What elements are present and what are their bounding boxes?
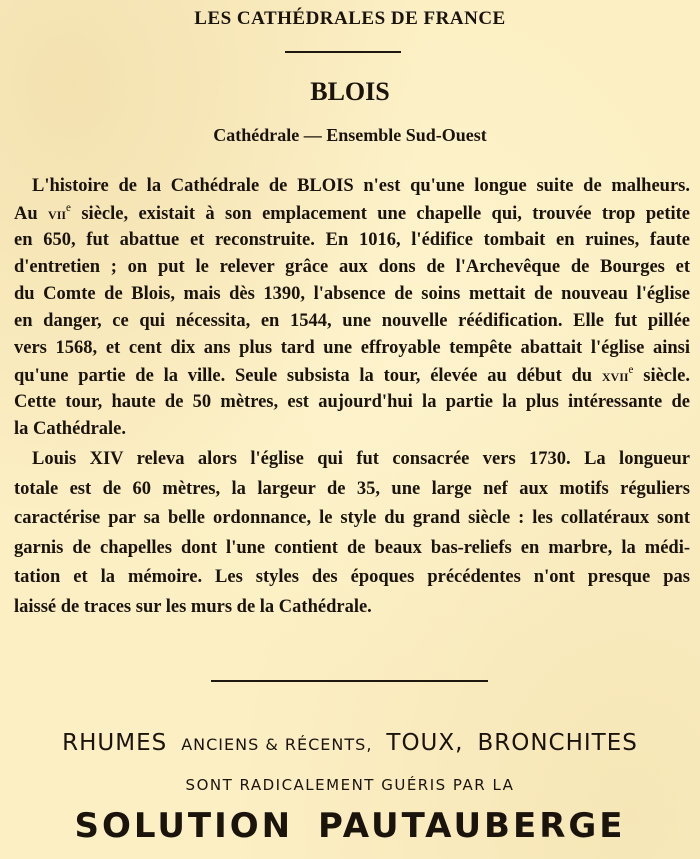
ad-word-bronchites: BRONCHITES <box>477 730 638 756</box>
header-divider <box>285 51 401 53</box>
ad-headline <box>0 730 700 756</box>
text-line <box>14 475 690 505</box>
text-segment: tation et la mémoire. Les styles des époques précédentes n'ont presque pas <box>14 567 690 588</box>
text-segment: qu'une partie de la ville. Seule subsista la tour, élevée au début du <box>14 366 602 386</box>
text-segment: garnis de chapelles dont l'une contient de beaux bas-reliefs en marbre, la médi- <box>14 537 690 558</box>
ordinal-superscript: e <box>628 364 634 377</box>
article-subtitle: Cathédrale — Ensemble Sud-Ouest <box>213 125 487 145</box>
roman-numeral: vii <box>48 204 67 223</box>
text-segment: Au <box>14 204 49 224</box>
text-segment: siècle, existait à son emplacement une chapelle qui, trouvée trop petite <box>70 204 690 224</box>
ordinal-superscript: e <box>66 202 71 215</box>
text-line <box>14 389 690 416</box>
ad-subline: SONT RADICALEMENT GUÉRIS PAR LA <box>185 776 515 794</box>
text-segment: siècle. <box>633 366 690 386</box>
article-body <box>14 173 690 623</box>
text-line <box>14 563 690 593</box>
text-segment: en 650, fut abattue et reconstruite. En 1016, l'édifice tombait en ruines, faute <box>14 230 690 250</box>
ad-words-anciens-recents: ANCIENS & RÉCENTS, <box>181 735 373 754</box>
ad-product-name: SOLUTION PAUTAUBERGE <box>74 806 626 846</box>
text-segment: L'histoire de la Cathédrale de BLOIS n'est qu'une longue suite de malheurs. <box>32 176 690 196</box>
text-line <box>14 534 690 564</box>
text-segment: Cette tour, haute de 50 mètres, est aujourd'hui la partie la plus intéressante de <box>14 392 690 412</box>
text-line <box>14 281 690 308</box>
text-line <box>14 362 690 389</box>
text-line <box>14 254 690 281</box>
text-segment: d'entretien ; on put le relever grâce aux dons de l'Archevêque de Bourges et <box>14 257 690 277</box>
text-segment: vers 1568, et cent dix ans plus tard une effroyable tempête abattait l'église ainsi <box>14 338 690 358</box>
roman-numeral: xvii <box>601 366 629 385</box>
text-line <box>14 200 690 227</box>
text-segment: laissé de traces sur les murs de la Cathédrale. <box>14 596 372 617</box>
text-segment: du Comte de Blois, mais dès 1390, l'absence de soins mettait de nouveau l'église <box>14 284 690 304</box>
text-segment: la Cathédrale. <box>14 419 127 439</box>
text-line <box>14 593 690 623</box>
text-line <box>14 416 690 443</box>
paragraph-1 <box>14 173 690 443</box>
text-line <box>14 335 690 362</box>
text-line <box>14 504 690 534</box>
section-divider <box>211 680 488 682</box>
paragraph-2 <box>14 445 690 623</box>
text-line <box>14 227 690 254</box>
city-title: BLOIS <box>310 77 390 106</box>
text-line <box>14 173 690 200</box>
text-line <box>14 445 690 475</box>
text-segment: Louis XIV releva alors l'église qui fut consacrée vers 1730. La longueur <box>32 449 690 469</box>
text-segment: totale est de 60 mètres, la largeur de 35, une large nef aux motifs réguliers <box>14 478 690 499</box>
text-segment: en danger, ce qui nécessita, en 1544, une nouvelle réédification. Elle fut pillée <box>14 311 690 331</box>
ad-word-toux: TOUX, <box>386 730 464 756</box>
text-line <box>14 308 690 335</box>
series-title: LES CATHÉDRALES DE FRANCE <box>194 8 506 29</box>
ad-word-rhumes: RHUMES <box>62 730 168 756</box>
text-segment: caractérise par sa belle ordonnance, le style du grand siècle : les collatéraux sont <box>14 508 690 529</box>
